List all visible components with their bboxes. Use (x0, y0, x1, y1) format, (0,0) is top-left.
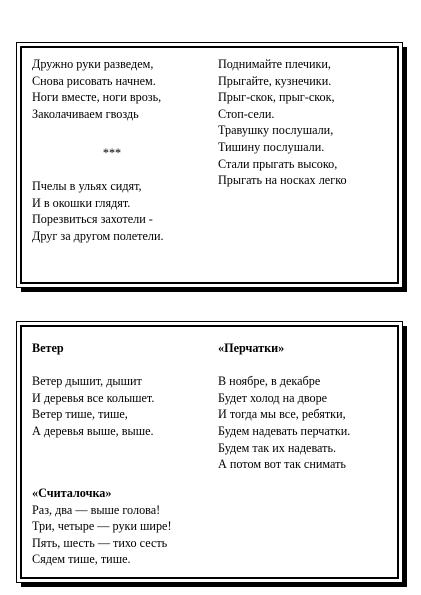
poem-line: А деревья выше, выше. (32, 423, 154, 438)
poem-counting-rhyme (32, 485, 172, 568)
poem-line: Тишину послушали. (218, 139, 325, 154)
poem-bees (32, 178, 164, 244)
poem-line: Стоп-сели. (218, 106, 275, 121)
poem-line: Ноги вместе, ноги врозь, (32, 90, 162, 105)
rhymes-card-1 (16, 42, 403, 288)
poem-line: И тогда мы все, ребятки, (218, 407, 346, 422)
card-2-inner-border (20, 325, 399, 579)
poem-line: И деревья все колышет. (32, 390, 155, 405)
poem-line: Ветер дышит, дышит (32, 374, 142, 389)
poem-line: Прыгайте, кузнечики. (218, 73, 332, 88)
poem-line: Будет холод на дворе (218, 390, 328, 405)
poem-line: Будем надевать перчатки. (218, 423, 351, 438)
poem-line: Травушку послушали, (218, 123, 334, 138)
poem-line: Заколачиваем гвоздь (32, 106, 139, 121)
poem-line: Пять, шесть — тихо сесть (32, 535, 168, 550)
poem-hands (32, 56, 161, 122)
blank-line (218, 357, 350, 374)
poem-line: Друг за другом полетели. (32, 228, 164, 243)
poem-line: Снова рисовать начнем. (32, 73, 156, 88)
poem-line: А потом вот так снимать (218, 457, 346, 472)
poem-gloves (218, 340, 350, 473)
blank-line (32, 357, 154, 374)
poem-line: Будем так их надевать. (218, 440, 337, 455)
rhymes-card-2 (16, 321, 403, 583)
poem-line: Поднимайте плечики, (218, 57, 331, 71)
poem-line: Сядем тише, тише. (32, 552, 131, 567)
poem-line: Дружно руки разведем, (32, 57, 154, 71)
poem-title: Ветер (32, 341, 64, 355)
poem-line: Прыг-скок, прыг-скок, (218, 90, 335, 105)
poem-line: Ветер тише, тише, (32, 407, 128, 422)
poem-line: В ноябре, в декабре (218, 374, 321, 389)
poem-line: Раз, два — выше голова! (32, 502, 161, 517)
poem-line: Прыгать на носках легко (218, 173, 347, 188)
poem-wind (32, 340, 154, 440)
poem-line: И в окошки глядят. (32, 195, 131, 210)
poem-line: Пчелы в ульях сидят, (32, 179, 142, 193)
poem-line: Порезвиться захотели - (32, 212, 153, 227)
poem-title: «Считалочка» (32, 486, 112, 500)
poem-line: Три, четыре — руки шире! (32, 519, 172, 534)
poem-line: Стали прыгать высоко, (218, 156, 338, 171)
stanza-separator: *** (102, 146, 122, 160)
card-1-inner-border (20, 46, 399, 284)
poem-grasshoppers (218, 56, 347, 189)
poem-title: «Перчатки» (218, 341, 285, 355)
